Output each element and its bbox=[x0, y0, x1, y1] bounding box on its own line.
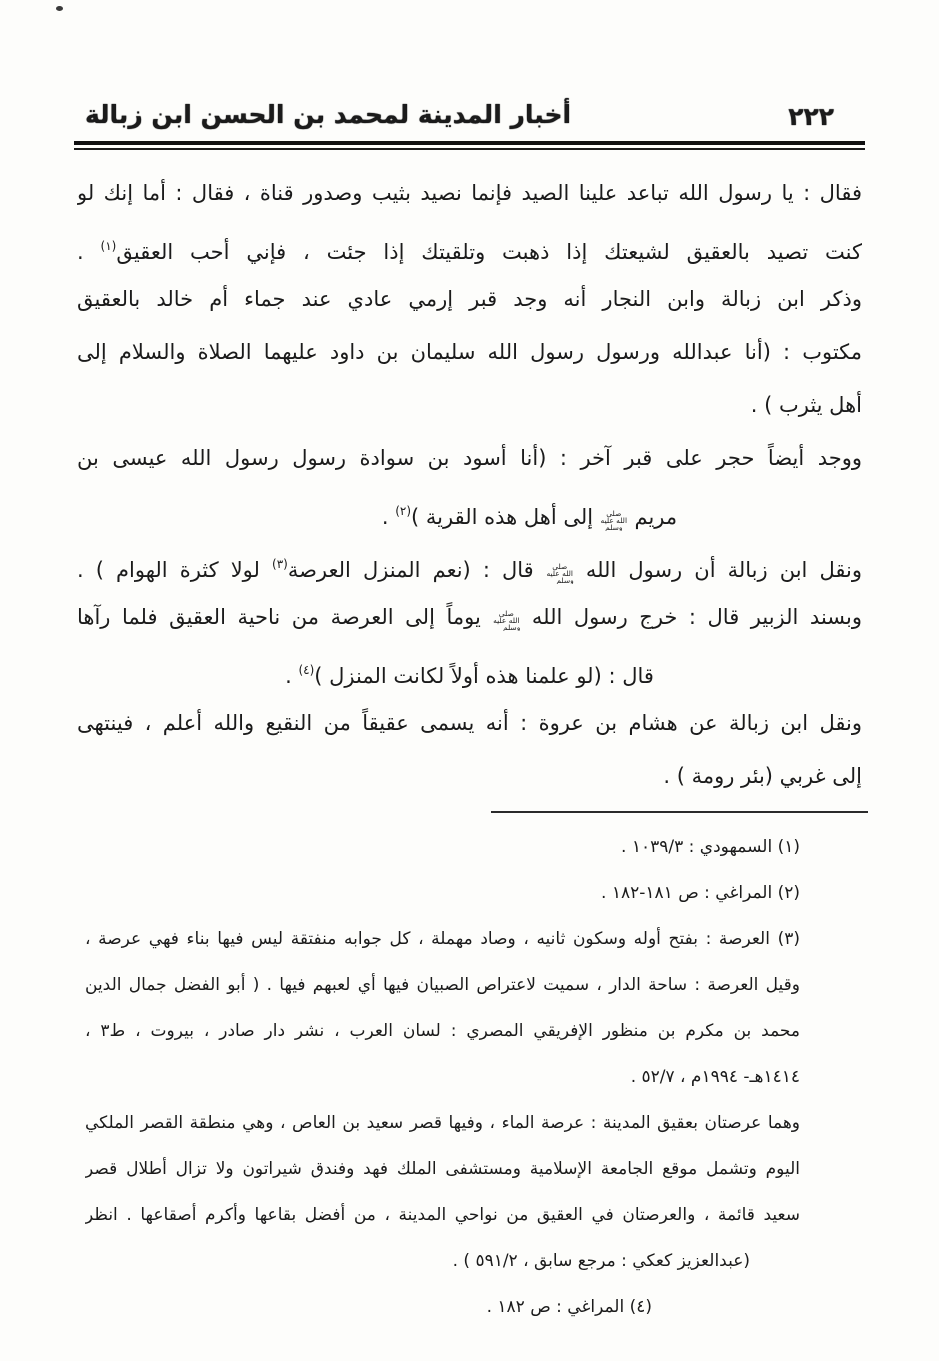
body-line-text: لولا كثرة الهوام ) . bbox=[77, 558, 273, 582]
body-line: ووجد أيضاً حجر على قبر آخر : (أنا أسود بن سوادة رسول رسول الله عيسى بن bbox=[77, 446, 862, 470]
footnote-line: (٤) المراغي : ص ١٨٢ . bbox=[486, 1297, 652, 1317]
footnote-line: محمد بن مكرم بن منظور الإفريقي المصري : لسان العرب ، نشر دار صادر ، بيروت ، ط٣ ، bbox=[85, 1021, 800, 1041]
body-line-text: إلى أهل هذه القرية ) bbox=[411, 505, 600, 529]
footnote-marker: (١) bbox=[100, 239, 117, 253]
page-number: ٢٢٢ bbox=[788, 102, 834, 131]
footnote-line: (عبدالعزيز كعكي : مرجع سابق ، ٥٩١/٢ ) . bbox=[452, 1251, 750, 1271]
body-line-text: مريم bbox=[627, 505, 678, 529]
body-line bbox=[77, 644, 862, 697]
body-line-text: . bbox=[285, 664, 299, 688]
footnote-line: وهما عرصتان بعقيق المدينة : عرصة الماء ، وفيها قصر سعيد بن العاص ، وهي منطقة القصر الملكي bbox=[85, 1113, 800, 1133]
body-line-text: كنت تصيد بالعقيق لشيعتك إذا ذهبت وتلقيتك إذا جئت ، فإني أحب العقيق bbox=[116, 240, 862, 264]
footnote-divider bbox=[491, 811, 868, 813]
footnote-line: سعيد قائمة ، والعرصتان في العقيق من نواحي المدينة ، من أفضل بقاعها وأكرم أصقاعها . انظر bbox=[85, 1205, 800, 1225]
body-line bbox=[77, 538, 862, 591]
body-line: فقال : يا رسول الله تباعد علينا الصيد فإنما نصيد بثيب وصدور قناة ، فقال : أما إنك لو bbox=[77, 181, 862, 205]
footnotes bbox=[85, 824, 800, 1330]
scan-speck bbox=[56, 6, 63, 11]
body-line bbox=[77, 485, 862, 538]
footnote-line: (٢) المراغي : ص ١٨١-١٨٢ . bbox=[601, 883, 800, 903]
body-line bbox=[77, 591, 862, 644]
body-line: وذكر ابن زبالة وابن النجار أنه وجد قبر إرمي عادي عند جماء أم خالد بالعقيق bbox=[77, 287, 862, 311]
honorific-saw: صلى الله عليه وسلم bbox=[600, 510, 628, 531]
body-line-text: وبسند الزبير قال : خرج رسول الله bbox=[520, 605, 862, 629]
body-line-text: قال : (لو علمنا هذه أولاً لكانت المنزل ) bbox=[314, 664, 654, 688]
body-line: مكتوب : (أنا عبدالله ورسول رسول الله سليمان بن داود عليهما الصلاة والسلام إلى bbox=[77, 340, 862, 364]
body-line-text: ونقل ابن زبالة أن رسول الله bbox=[573, 558, 862, 582]
footnote-marker: (٣) bbox=[272, 557, 288, 571]
footnote-line: (٣) العرصة : بفتح أوله وسكون ثانيه ، وصاد مهملة ، كل جوابه منفتقة ليس فيها بناء فهي عرصة ، bbox=[85, 929, 800, 949]
footnote-marker: (٤) bbox=[298, 663, 315, 677]
footnote-line: اليوم وتشمل موقع الجامعة الإسلامية ومستشفى الملك فهد وفندق شيراتون ولا تزال أطلال قصر bbox=[85, 1159, 800, 1179]
main-text bbox=[77, 167, 862, 803]
footnote-line: (١) السمهودي : ١٠٣٩/٣ . bbox=[621, 837, 800, 857]
body-line: أهل يثرب ) . bbox=[750, 393, 862, 417]
honorific-saw: صلى الله عليه وسلم bbox=[493, 610, 521, 631]
footnote-line: ١٤١٤هـ- ١٩٩٤م ، ٥٢/٧ . bbox=[630, 1067, 800, 1087]
body-line: ونقل ابن زبالة عن هشام بن عروة : أنه يسمى عقيقاً من النقيع والله أعلم ، فينتهى bbox=[77, 711, 862, 735]
body-line-text: يوماً إلى العرصة من ناحية العقيق فلما رآها bbox=[77, 605, 493, 629]
body-line: إلى غربي (بئر رومة ) . bbox=[663, 764, 862, 788]
honorific-saw: صلى الله عليه وسلم bbox=[546, 563, 574, 584]
header-divider bbox=[74, 141, 865, 150]
body-line-text: قال : (نعم المنزل العرصة bbox=[287, 558, 546, 582]
footnote-line: وقيل العرصة : ساحة الدار ، سميت لاعتراص الصبيان فيها أي لعبهم فيها . ( أبو الفضل جمال الدين bbox=[85, 975, 800, 995]
book-title: أخبار المدينة لمحمد بن الحسن ابن زبالة bbox=[85, 100, 572, 129]
page-header bbox=[77, 98, 862, 142]
body-line bbox=[77, 220, 862, 273]
body-line-text: . bbox=[77, 240, 101, 264]
body-line-text: . bbox=[381, 505, 396, 529]
footnote-marker: (٢) bbox=[395, 504, 412, 518]
